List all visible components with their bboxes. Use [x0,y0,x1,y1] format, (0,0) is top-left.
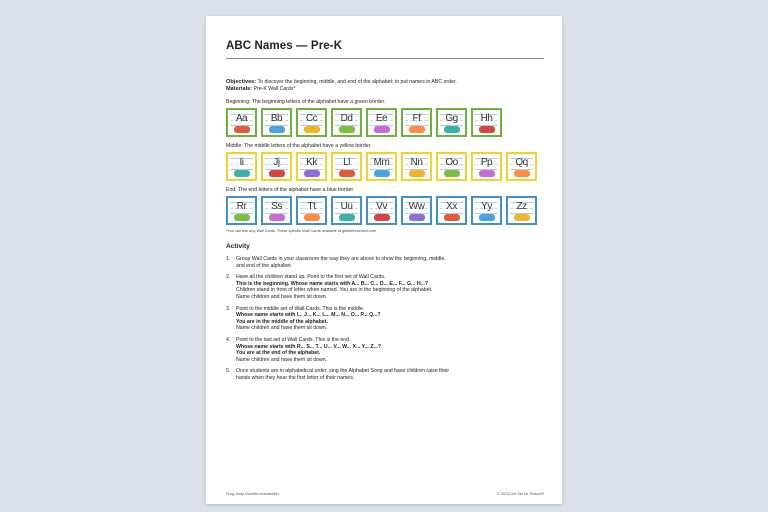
step-line: Name children and have them sit down. [236,356,328,363]
card-picture-icon [269,214,285,221]
step-line: Children stand in front of letter when named. You are in the beginning of the alphabet. [236,287,433,294]
wall-card-q [506,152,537,181]
step-text [236,337,381,363]
card-picture-icon [374,214,390,221]
wall-card-l [331,152,362,181]
activity-step [226,306,544,332]
card-picture-icon [374,126,390,133]
wall-card-p [471,152,502,181]
card-picture-icon [444,170,460,177]
step-text [236,274,432,300]
card-letter: Yy [481,201,492,212]
card-letter: Mm [373,157,390,168]
card-letter: Ww [408,201,425,212]
objectives-label: Objectives: [226,79,257,85]
card-picture-icon [444,126,460,133]
card-picture-icon [479,126,495,133]
footer-left: Frog Jump Gazette enewsletter [226,492,279,496]
card-picture-icon [234,214,250,221]
activity-step [226,337,544,363]
card-picture-icon [339,214,355,221]
wall-card-y [471,196,502,225]
card-letter: Rr [236,201,247,212]
beginning-caption: Beginning: The beginning letters of the alphabet have a green border. [226,99,386,105]
card-letter: Tt [307,201,316,212]
document-page [206,16,562,504]
wall-card-o [436,152,467,181]
card-picture-icon [479,170,495,177]
wall-card-m [366,152,397,181]
page-footer [226,492,544,496]
wall-card-b [261,108,292,137]
card-letter: Ii [239,157,244,168]
step-line: hands when they hear the first letter of their names. [236,374,355,381]
card-picture-icon [269,126,285,133]
card-letter: Pp [480,157,493,168]
card-letter: Vv [376,201,387,212]
card-picture-icon [409,214,425,221]
card-letter: Bb [270,113,283,124]
wall-card-i [226,152,257,181]
card-letter: Zz [516,201,527,212]
wall-card-w [401,196,432,225]
card-picture-icon [514,170,530,177]
activity-step [226,274,544,300]
wall-card-k [296,152,327,181]
footnote: *You can use any Wall Cards. These specific Wall Cards available at getsetforschool.com [226,229,376,233]
step-line: Name children and have them sit down. [236,325,328,332]
card-picture-icon [479,214,495,221]
card-letter: Hh [480,113,493,124]
card-picture-icon [234,170,250,177]
materials-line [226,86,544,93]
wall-card-n [401,152,432,181]
objectives-line [226,79,544,86]
activity-step [226,368,544,381]
card-letter: Dd [340,113,353,124]
activity-heading: Activity [226,243,250,250]
wall-card-z [506,196,537,225]
activity-step [226,256,544,269]
wall-card-j [261,152,292,181]
wall-card-a [226,108,257,137]
card-letter: Xx [446,201,457,212]
card-picture-icon [304,214,320,221]
wall-card-f [401,108,432,137]
wall-card-v [366,196,397,225]
step-number: 4. [226,336,231,343]
card-letter: Kk [306,157,317,168]
footer-right: © 2013 Get Set for School® [496,492,544,496]
card-letter: Ff [412,113,421,124]
card-picture-icon [409,170,425,177]
activity-list [226,256,544,382]
middle-card-row [226,152,544,181]
step-line: Name children and have them sit down. [236,293,328,300]
card-picture-icon [444,214,460,221]
wall-card-u [331,196,362,225]
step-number: 5. [226,368,231,375]
wall-card-e [366,108,397,137]
end-caption: End: The end letters of the alphabet have a blue border. [226,187,355,193]
step-line: Whose name starts with R... S... T... U... V... W... X... Y... Z...? [236,343,381,350]
card-letter: Ee [375,113,388,124]
card-picture-icon [339,170,355,177]
step-number: 3. [226,305,231,312]
step-line: You are at the end of the alphabet. [236,350,321,357]
wall-card-s [261,196,292,225]
card-picture-icon [269,170,285,177]
card-letter: Uu [340,201,353,212]
wall-card-r [226,196,257,225]
card-letter: Ll [343,157,350,168]
end-card-row [226,196,544,225]
wall-card-h [471,108,502,137]
wall-card-g [436,108,467,137]
step-line: Have all the children stand up. Point to the first set of Wall Cards. [236,274,386,281]
materials-text: Pre-K Wall Cards* [252,86,296,92]
card-letter: Nn [410,157,423,168]
page-title: ABC Names — Pre-K [226,40,544,59]
beginning-card-row [226,108,544,137]
card-letter: Aa [235,113,248,124]
card-letter: Oo [445,157,458,168]
step-text [236,306,381,332]
card-picture-icon [409,126,425,133]
step-line: Whose name starts with I... J... K... L... M... N... O... P... Q...? [236,312,381,319]
card-letter: Ss [271,201,282,212]
step-number: 2. [226,274,231,281]
card-picture-icon [374,170,390,177]
card-picture-icon [514,214,530,221]
step-line: Point to the last set of Wall Cards. This is the end. [236,336,351,343]
step-line: Once students are in alphabetical order, sing the Alphabet Song and have children raise their [236,368,450,375]
wall-card-t [296,196,327,225]
card-letter: Cc [305,113,318,124]
step-text [236,368,449,381]
card-letter: Qq [515,157,528,168]
step-number: 1. [226,256,231,262]
step-line: This is the beginning. Whose name starts with A... B... C... D... E... F... G... H...? [236,280,429,287]
middle-caption: Middle: The middle letters of the alphabet have a yellow border. [226,143,372,149]
card-letter: Jj [273,157,280,168]
card-letter: Gg [445,113,458,124]
card-picture-icon [304,126,320,133]
card-picture-icon [304,170,320,177]
step-text [236,256,446,269]
step-line: Group Wall Cards in your classroom the way they are above to show the beginning, middle, [236,256,446,262]
step-line: Point to the middle set of Wall Cards. This is the middle. [236,305,365,312]
materials-label: Materials: [226,86,253,92]
objectives-text: To discover the beginning, middle, and end of the alphabet; to put names in ABC order. [256,79,457,85]
card-picture-icon [234,126,250,133]
step-line: and end of the alphabet. [236,262,292,269]
wall-card-c [296,108,327,137]
wall-card-d [331,108,362,137]
wall-card-x [436,196,467,225]
card-picture-icon [339,126,355,133]
step-line: You are in the middle of the alphabet. [236,318,328,325]
